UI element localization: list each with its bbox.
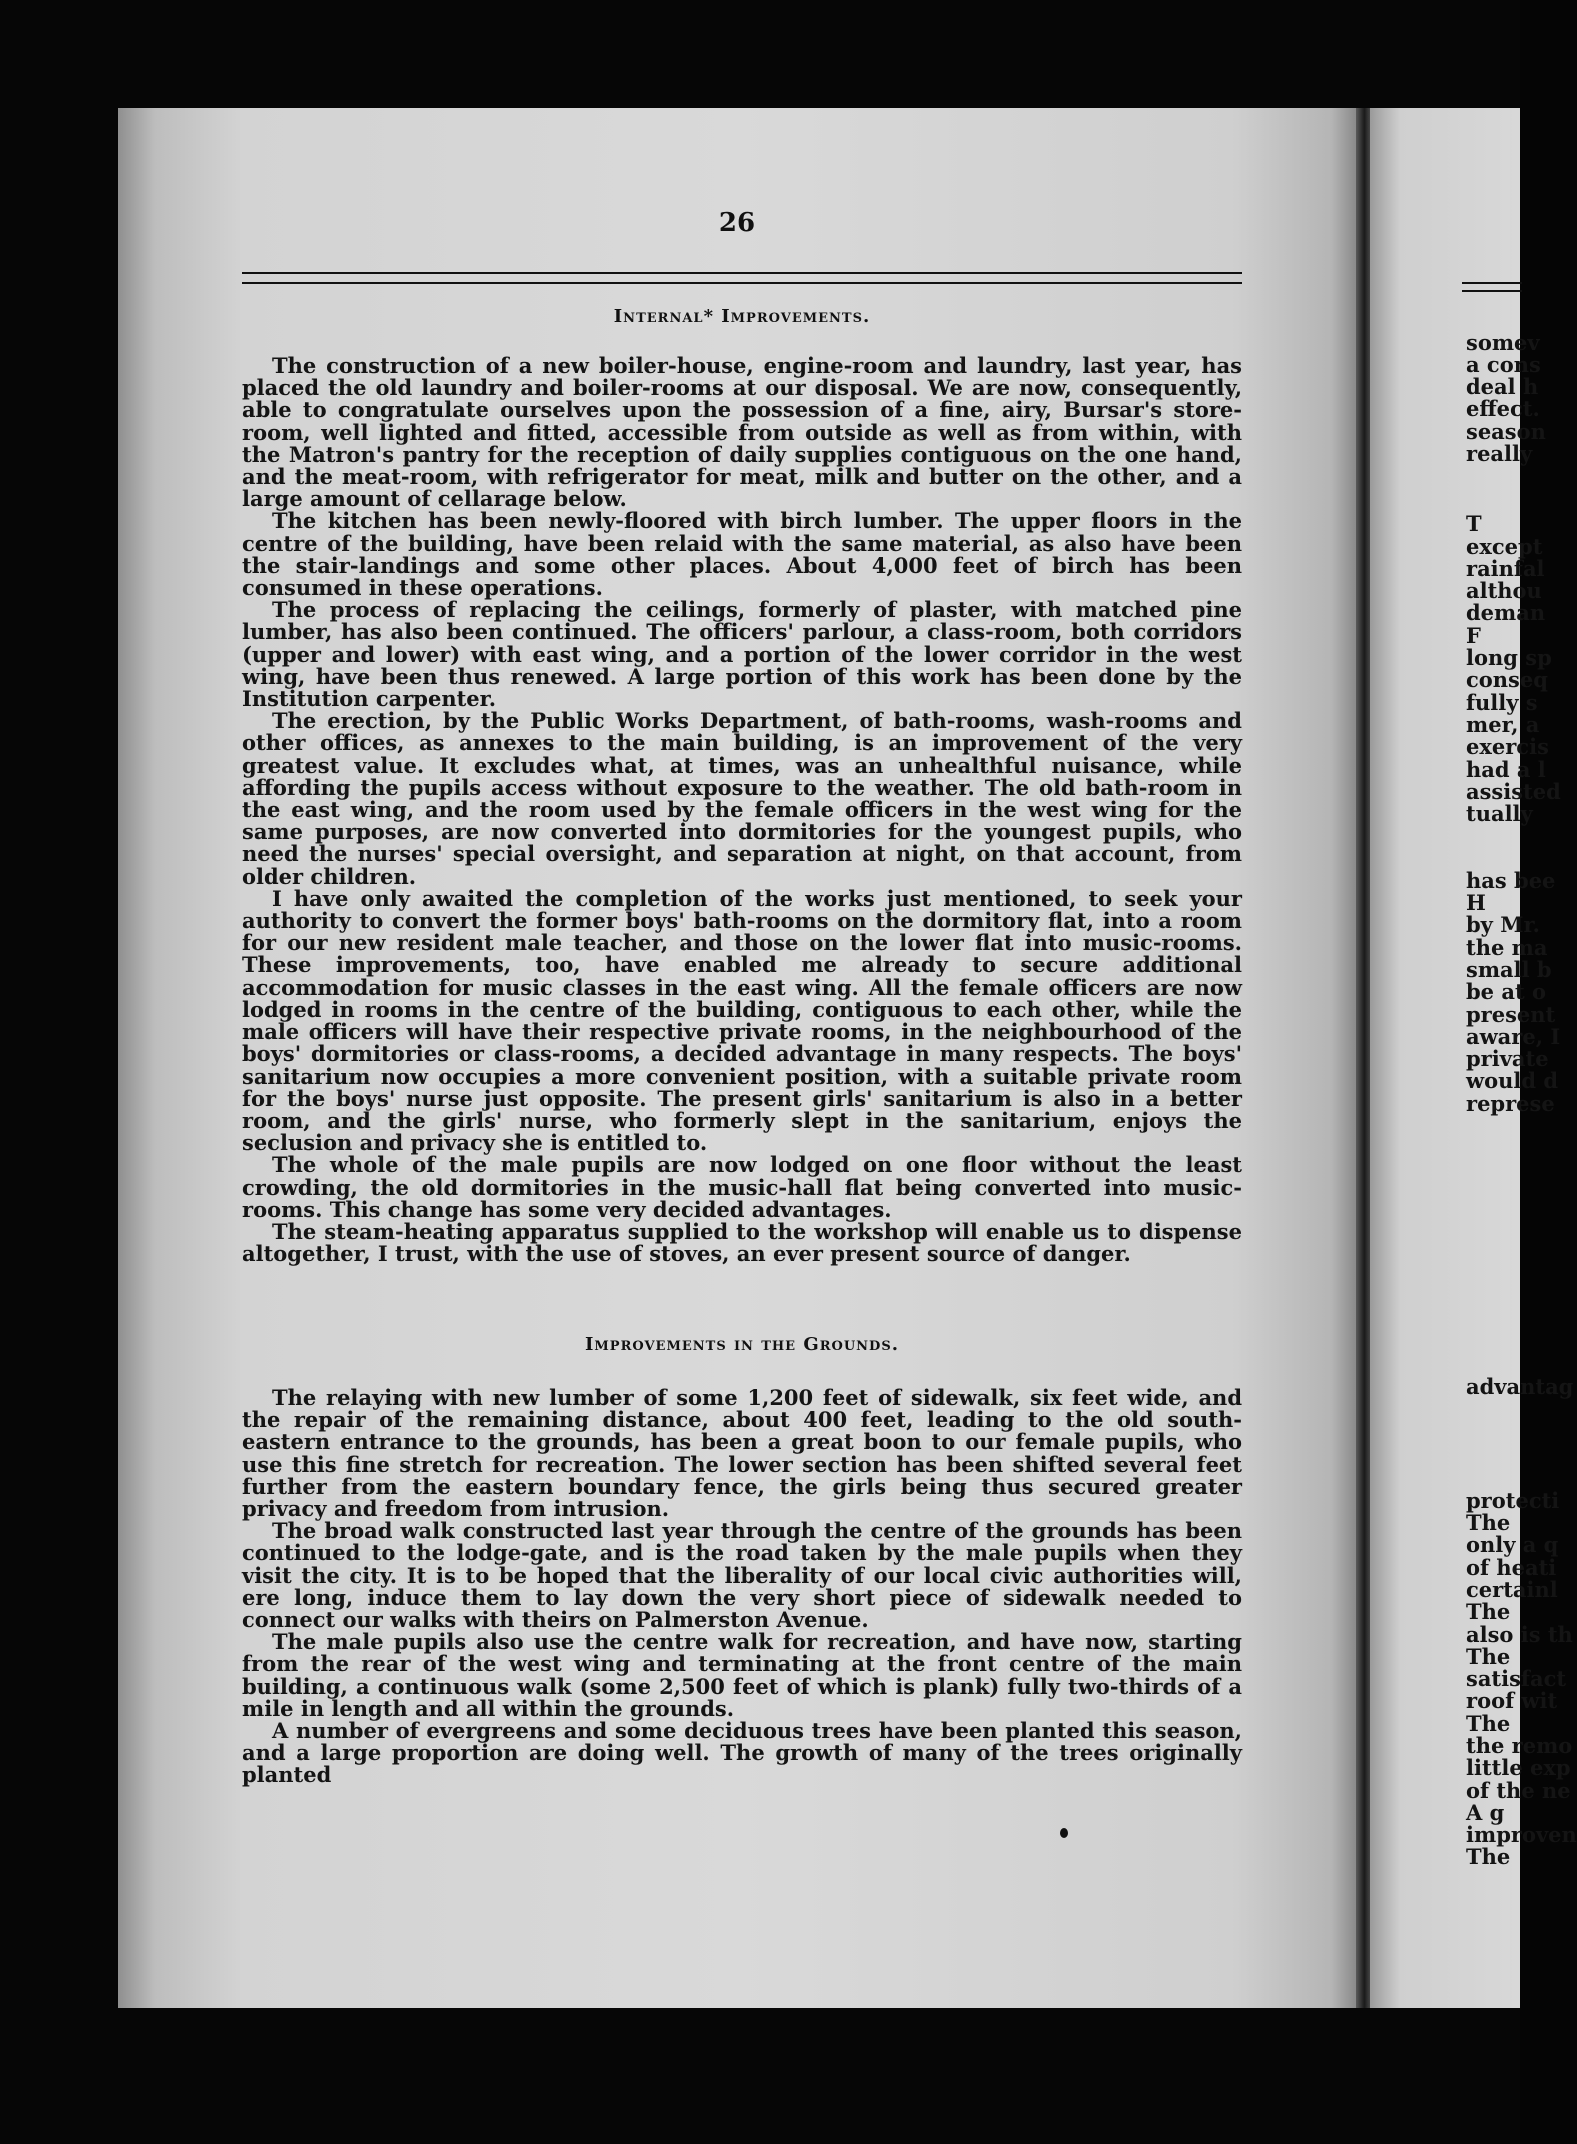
facing-page-line: aware, I — [1466, 1024, 1561, 1049]
facing-page-line: certainl — [1466, 1577, 1558, 1602]
facing-page-line: F — [1466, 623, 1481, 648]
facing-page-rule — [1462, 282, 1522, 292]
facing-page-line: T — [1466, 511, 1482, 536]
facing-page-line: advantag — [1466, 1374, 1574, 1399]
facing-page-line: deal h — [1466, 374, 1539, 399]
paragraph: The erection, by the Public Works Department, of bath-rooms, wash-rooms and other offices, as annexes to the main building, is an improvement of the very greatest value. It excludes what, at times, was an unhealthful nuisance, while affording the pupils access without exposure to the weather. The old bath-room in the east wing, and the room used by the female officers in the west wing for the same purposes, are now converted into dormitories for the youngest pupils, who need the nurses' special oversight, and separation at night, on that account, from older children. — [242, 708, 1242, 889]
facing-page-line: The — [1466, 1510, 1511, 1535]
facing-page-line: season — [1466, 419, 1546, 444]
facing-page-line: althou — [1466, 578, 1542, 603]
facing-page-line: rainfal — [1466, 556, 1545, 581]
facing-page — [1370, 108, 1577, 2008]
facing-page-line: of the ne — [1466, 1778, 1571, 1803]
facing-page-line: private — [1466, 1046, 1549, 1071]
facing-page-line: had a l — [1466, 757, 1546, 782]
facing-page-line: effect. — [1466, 396, 1540, 421]
facing-page-line: satisfact — [1466, 1666, 1567, 1691]
facing-page-line: small b — [1466, 957, 1552, 982]
facing-page-line: The — [1466, 1711, 1511, 1736]
paragraph: The construction of a new boiler-house, engine-room and laundry, last year, has placed the old laundry and boiler-rooms at our disposal. We are now, consequently, able to congratulate ourselves upon the possession of a fine, airy, Bursar's store-room, well lighted and fitted, accessible from outside as well as from within, with the Matron's pantry for the reception of daily supplies contiguous on the one hand, and the meat-room, with refrigerator for meat, milk and butter on the other, and a large amount of cellarage below. — [242, 353, 1242, 512]
header-rule — [242, 272, 1242, 284]
section-body-internal-improvements — [242, 355, 1242, 1265]
paragraph: The relaying with new lumber of some 1,200 feet of sidewalk, six feet wide, and the repair of the remaining distance, about 400 feet, leading to the old south-eastern entrance to the grounds, has been a great boon to our female pupils, who use this fine stretch for recreation. The lower section has been shifted several feet further from the eastern boundary fence, the girls being thus secured greater privacy and freedom from intrusion. — [242, 1385, 1242, 1522]
facing-page-line: be at o — [1466, 979, 1546, 1004]
facing-page-line: of heati — [1466, 1555, 1557, 1580]
paragraph: I have only awaited the completion of the works just mentioned, to seek your authority to convert the former boys' bath-rooms on the dormitory flat, into a room for our new resident male teacher, and those on the lower flat into music-rooms. These improvements, too, have enabled me already to secure additional accommodation for music classes in the east wing. All the female officers are now lodged in rooms in the centre of the building, contiguous to each other, while the male officers will have their respective private rooms, in the neighbourhood of the boys' dormitories or class-rooms, a decided advantage in many respects. The boys' sanitarium now occupies a more convenient position, with a suitable private room for the boys' nurse just opposite. The present girls' sanitarium is also in a better room, and the girls' nurse, who formerly slept in the sanitarium, enjoys the seclusion and privacy she is entitled to. — [242, 885, 1242, 1156]
document-page — [118, 108, 1356, 2008]
facing-page-line: The — [1466, 1844, 1511, 1869]
facing-page-line: roof wit — [1466, 1688, 1558, 1713]
facing-page-line: assisted — [1466, 779, 1561, 804]
facing-page-line: the remo — [1466, 1733, 1573, 1758]
paragraph: The kitchen has been newly-floored with birch lumber. The upper floors in the centre of the building, have been relaid with the same material, as also have been the stair-landings and some other places. About 4,000 feet of birch has been consumed in these operations. — [242, 508, 1242, 601]
facing-page-line: The — [1466, 1644, 1511, 1669]
facing-page-line: only a q — [1466, 1532, 1559, 1557]
facing-page-line: The — [1466, 1599, 1511, 1624]
facing-page-line: protecti — [1466, 1488, 1560, 1513]
facing-page-line: little exp — [1466, 1755, 1571, 1780]
facing-page-line: has bee — [1466, 868, 1556, 893]
facing-page-line: present — [1466, 1002, 1556, 1027]
section-body-improvements-in-grounds — [242, 1387, 1242, 1787]
facing-page-line: somev — [1466, 330, 1540, 355]
facing-page-line: the ma — [1466, 935, 1548, 960]
facing-page-line: improven — [1466, 1822, 1577, 1847]
facing-page-line: mer, a — [1466, 712, 1540, 737]
facing-page-line: except — [1466, 534, 1543, 559]
facing-page-line: represe — [1466, 1091, 1555, 1116]
facing-page-line: a cons — [1466, 352, 1541, 377]
book-gutter — [1356, 108, 1370, 2008]
facing-page-line: A g — [1466, 1800, 1505, 1825]
facing-page-line: fully s — [1466, 690, 1538, 715]
paragraph: The process of replacing the ceilings, formerly of plaster, with matched pine lumber, has also been continued. The officers' parlour, a class-room, both corridors (upper and lower) with east wing, and a portion of the lower corridor in the west wing, have been thus renewed. A large portion of this work has been done by the Institution carpenter. — [242, 597, 1242, 712]
facing-page-line: H — [1466, 890, 1486, 915]
paragraph: The steam-heating apparatus supplied to the workshop will enable us to dispense altogether, I trust, with the use of stoves, an ever present source of danger. — [242, 1218, 1242, 1267]
paragraph: The whole of the male pupils are now lodged on one floor without the least crowding, the old dormitories in the music-hall flat being converted into music-rooms. This change has some very decided advantages. — [242, 1152, 1242, 1222]
section-heading-internal-improvements: Internal* Improvements. — [613, 306, 871, 327]
facing-page-line: would d — [1466, 1068, 1559, 1093]
facing-page-line: deman — [1466, 600, 1546, 625]
paragraph: The broad walk constructed last year through the centre of the grounds has been continued to the lodge-gate, and is the road taken by the male pupils when they visit the city. It is to be hoped that the liberality of our local civic authorities will, ere long, induce them to lay down the very short piece of sidewalk needed to connect our walks with theirs on Palmerston Avenue. — [242, 1518, 1242, 1633]
facing-page-line: really — [1466, 441, 1533, 466]
paragraph: The male pupils also use the centre walk for recreation, and have now, starting from the rear of the west wing and terminating at the front centre of the main building, a continuous walk (some 2,500 feet of which is plank) fully two-thirds of a mile in length and all within the grounds. — [242, 1629, 1242, 1721]
page-number: 26 — [718, 208, 756, 238]
paragraph: A number of evergreens and some deciduous trees have been planted this season, and a large proportion are doing well. The growth of many of the trees originally planted — [242, 1718, 1242, 1788]
facing-page-line: long sp — [1466, 645, 1552, 670]
ink-mark — [1060, 1828, 1068, 1838]
facing-page-line: tually — [1466, 801, 1533, 826]
facing-page-line: exercis — [1466, 734, 1549, 759]
facing-page-line: also is th — [1466, 1622, 1573, 1647]
facing-page-line: conseq — [1466, 667, 1548, 692]
section-heading-improvements-in-grounds: Improvements in the Grounds. — [584, 1334, 899, 1355]
facing-page-line: by Mr. — [1466, 912, 1540, 937]
